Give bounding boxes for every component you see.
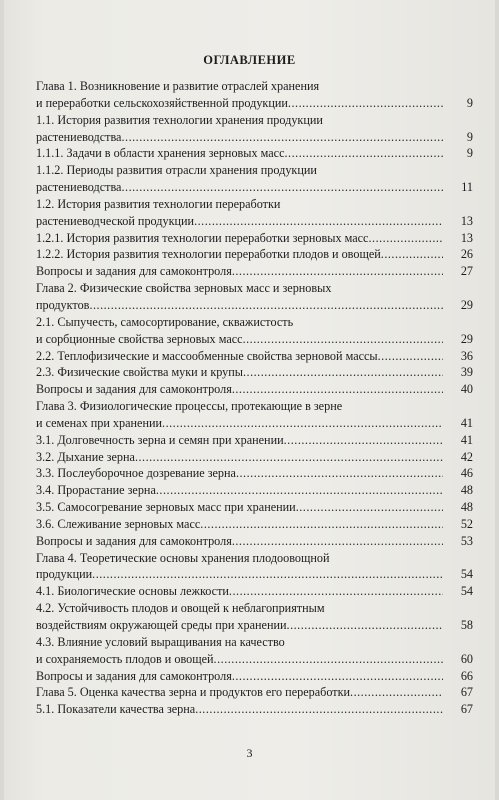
toc-entry-page: 41 [460, 415, 473, 430]
dot-leader [284, 432, 443, 449]
dot-leader [121, 129, 443, 146]
table-of-contents [36, 78, 473, 718]
book-page [4, 0, 495, 800]
toc-entry-text: 3.6. Слеживание зерновых масс [36, 516, 201, 531]
toc-entry-text: Вопросы и задания для самоконтроля [36, 668, 232, 683]
toc-entry-text: Глава 4. Теоретические основы хранения плодоовощной [36, 550, 330, 565]
toc-entry-text: Вопросы и задания для самоконтроля [36, 264, 232, 279]
toc-entry[interactable] [36, 701, 473, 718]
dot-leader [381, 246, 443, 263]
toc-entry-line [36, 246, 473, 263]
toc-entry-line [36, 145, 473, 162]
toc-entry-page: 67 [460, 685, 473, 700]
toc-entry[interactable] [36, 246, 473, 263]
toc-entry-line [36, 482, 473, 499]
toc-entry[interactable] [36, 263, 473, 280]
toc-entry-text: 1.2.1. История развития технологии переработки зерновых масс [36, 230, 369, 245]
toc-entry-page: 52 [460, 516, 473, 531]
dot-leader [89, 297, 443, 314]
toc-entry-text: 2.3. Физические свойства муки и крупы [36, 365, 243, 380]
toc-entry[interactable] [36, 432, 473, 449]
dot-leader [236, 465, 443, 482]
toc-entry-page: 60 [460, 651, 473, 666]
toc-entry-line [36, 701, 473, 718]
dot-leader [229, 583, 443, 600]
toc-entry-text: растениеводческой продукции [36, 213, 195, 228]
toc-entry-line [36, 331, 473, 348]
toc-entry[interactable] [36, 145, 473, 162]
toc-entry-page: 67 [460, 702, 473, 717]
toc-entry[interactable] [36, 364, 473, 381]
toc-entry-text: 3.5. Самосогревание зерновых масс при хранении [36, 500, 296, 515]
toc-entry[interactable] [36, 684, 473, 701]
toc-entry-line [36, 617, 473, 634]
dot-leader [200, 516, 443, 533]
toc-entry-page: 9 [466, 146, 473, 161]
toc-entry-line [36, 95, 473, 112]
dot-leader [243, 331, 443, 348]
toc-entry-line [36, 415, 473, 432]
toc-entry-line [36, 129, 473, 146]
dot-leader [285, 145, 444, 162]
toc-entry-line [36, 381, 473, 398]
toc-entry-line [36, 449, 473, 466]
toc-entry-line [36, 583, 473, 600]
toc-entry-text: и сохраняемость плодов и овощей [36, 651, 214, 666]
toc-entry-text: 3.4. Прорастание зерна [36, 483, 156, 498]
dot-leader [232, 668, 443, 685]
dot-leader [162, 415, 443, 432]
dot-leader [135, 449, 443, 466]
toc-entry-text: 5.1. Показатели качества зерна [36, 702, 196, 717]
toc-entry-line [36, 668, 473, 685]
dot-leader [156, 482, 443, 499]
toc-entry-text: и переработки сельскохозяйственной продукции [36, 95, 288, 110]
toc-entry-text: Глава 1. Возникновение и развитие отраслей хранения [36, 79, 320, 93]
toc-entry-line [36, 112, 473, 129]
toc-entry-text: продукции [36, 567, 93, 582]
toc-entry-page: 26 [460, 247, 473, 262]
toc-entry-text: 1.2.2. История развития технологии переработки плодов и овощей [36, 247, 381, 262]
toc-entry-line [36, 634, 473, 651]
toc-entry-line [36, 162, 473, 179]
toc-entry[interactable] [36, 381, 473, 398]
toc-entry-page: 9 [466, 95, 473, 110]
toc-entry-line [36, 263, 473, 280]
toc-entry-text: и семенах при хранении [36, 415, 163, 430]
dot-leader [350, 684, 443, 701]
toc-entry-page: 36 [460, 348, 473, 363]
toc-entry-text: воздействиям окружающей среды при хранении [36, 618, 287, 632]
toc-entry-text: Вопросы и задания для самоконтроля [36, 382, 232, 397]
toc-entry-text: 1.1.1. Задачи в области хранения зерновых масс [36, 146, 285, 161]
toc-entry-text: 3.2. Дыхание зерна [36, 449, 135, 464]
toc-entry[interactable] [36, 668, 473, 685]
toc-entry-text: 4.1. Биологические основы лежкости [36, 584, 229, 599]
toc-entry-line [36, 499, 473, 516]
dot-leader [368, 230, 443, 247]
dot-leader [287, 617, 443, 634]
toc-entry-page: 13 [460, 213, 473, 228]
toc-entry-text: 1.1.2. Периоды развития отрасли хранения продукции [36, 163, 317, 178]
toc-entry[interactable] [36, 280, 473, 314]
dot-leader [232, 263, 443, 280]
toc-entry-text: продуктов [36, 297, 90, 312]
toc-entry[interactable] [36, 499, 473, 516]
toc-entry-line [36, 348, 473, 365]
toc-entry-line [36, 465, 473, 482]
toc-entry[interactable] [36, 196, 473, 230]
toc-entry-text: 3.3. Послеуборочное дозревание зерна [36, 466, 236, 481]
toc-entry[interactable] [36, 78, 473, 112]
toc-entry-text: Глава 5. Оценка качества зерна и продуктов его переработки [36, 685, 351, 700]
toc-entry-text: растениеводства [36, 129, 122, 144]
toc-entry[interactable] [36, 482, 473, 499]
toc-entry-line [36, 230, 473, 247]
page-title: ОГЛАВЛЕНИЕ [203, 53, 296, 67]
toc-entry-line [36, 280, 473, 297]
toc-entry-page: 48 [460, 500, 473, 515]
dot-leader [243, 364, 443, 381]
toc-entry-page: 54 [460, 584, 473, 599]
toc-entry-page: 27 [460, 264, 473, 279]
toc-entry-text: Глава 2. Физические свойства зерновых масс и зерновых [36, 281, 332, 296]
toc-entry-text: 2.1. Сыпучесть, самосортирование, скважистость [36, 314, 294, 329]
toc-entry-line [36, 78, 473, 95]
dot-leader [232, 381, 443, 398]
toc-entry-line [36, 297, 473, 314]
toc-entry-line [36, 432, 473, 449]
toc-entry-page: 58 [460, 618, 473, 632]
dot-leader [296, 499, 443, 516]
toc-entry-line [36, 600, 473, 617]
toc-entry-line [36, 651, 473, 668]
toc-entry[interactable] [36, 112, 473, 146]
toc-entry-text: 4.3. Влияние условий выращивания на качество [36, 634, 285, 649]
toc-entry[interactable] [36, 162, 473, 196]
toc-entry[interactable] [36, 550, 473, 584]
toc-entry-page: 39 [460, 365, 473, 380]
dot-leader [92, 566, 443, 583]
toc-entry-line [36, 566, 473, 583]
dot-leader [378, 348, 443, 365]
toc-entry-text: 1.1. История развития технологии хранения продукции [36, 112, 323, 127]
toc-entry[interactable] [36, 583, 473, 600]
toc-entry[interactable] [36, 314, 473, 348]
toc-entry-page: 40 [460, 382, 473, 397]
dot-leader [214, 651, 443, 668]
toc-entry-text: 2.2. Теплофизические и массообменные свойства зерновой массы [36, 348, 378, 363]
toc-entry-page: 53 [460, 533, 473, 548]
toc-entry-text: Глава 3. Физиологические процессы, протекающие в зерне [36, 399, 343, 414]
dot-leader [232, 533, 443, 550]
dot-leader [194, 213, 443, 230]
toc-entry-text: растениеводства [36, 180, 122, 195]
toc-entry[interactable] [36, 348, 473, 365]
toc-entry-page: 66 [460, 668, 473, 683]
page-number: 3 [246, 746, 253, 760]
toc-entry-line [36, 684, 473, 701]
toc-entry-page: 29 [460, 331, 473, 346]
toc-entry-page: 13 [460, 230, 473, 245]
dot-leader [121, 179, 443, 196]
toc-entry[interactable] [36, 634, 473, 668]
toc-entry-text: Вопросы и задания для самоконтроля [36, 533, 232, 548]
toc-entry-text: и сорбционные свойства зерновых масс [36, 331, 243, 346]
toc-entry-page: 42 [460, 449, 473, 464]
toc-entry-line [36, 196, 473, 213]
toc-entry-line [36, 314, 473, 331]
dot-leader [288, 95, 443, 112]
toc-entry-page: 41 [460, 432, 473, 447]
dot-leader [195, 701, 443, 718]
toc-entry-page: 46 [460, 466, 473, 481]
toc-entry-page: 54 [460, 567, 473, 582]
toc-entry[interactable] [36, 600, 473, 634]
toc-entry-page: 29 [460, 297, 473, 312]
toc-entry[interactable] [36, 449, 473, 466]
toc-entry-line [36, 398, 473, 415]
toc-entry-page: 48 [460, 483, 473, 498]
toc-entry[interactable] [36, 516, 473, 533]
toc-entry-line [36, 179, 473, 196]
toc-entry-line [36, 533, 473, 550]
toc-entry[interactable] [36, 398, 473, 432]
toc-entry[interactable] [36, 465, 473, 482]
toc-entry-page: 11 [461, 180, 473, 195]
toc-entry[interactable] [36, 533, 473, 550]
toc-entry-line [36, 516, 473, 533]
toc-entry-text: 3.1. Долговечность зерна и семян при хранении [36, 432, 284, 447]
toc-entry-page: 9 [466, 129, 473, 144]
toc-entry[interactable] [36, 230, 473, 247]
toc-entry-line [36, 550, 473, 567]
toc-entry-text: 4.2. Устойчивость плодов и овощей к неблагоприятным [36, 601, 325, 616]
toc-entry-line [36, 364, 473, 381]
toc-entry-line [36, 213, 473, 230]
toc-entry-text: 1.2. История развития технологии переработки [36, 196, 281, 211]
